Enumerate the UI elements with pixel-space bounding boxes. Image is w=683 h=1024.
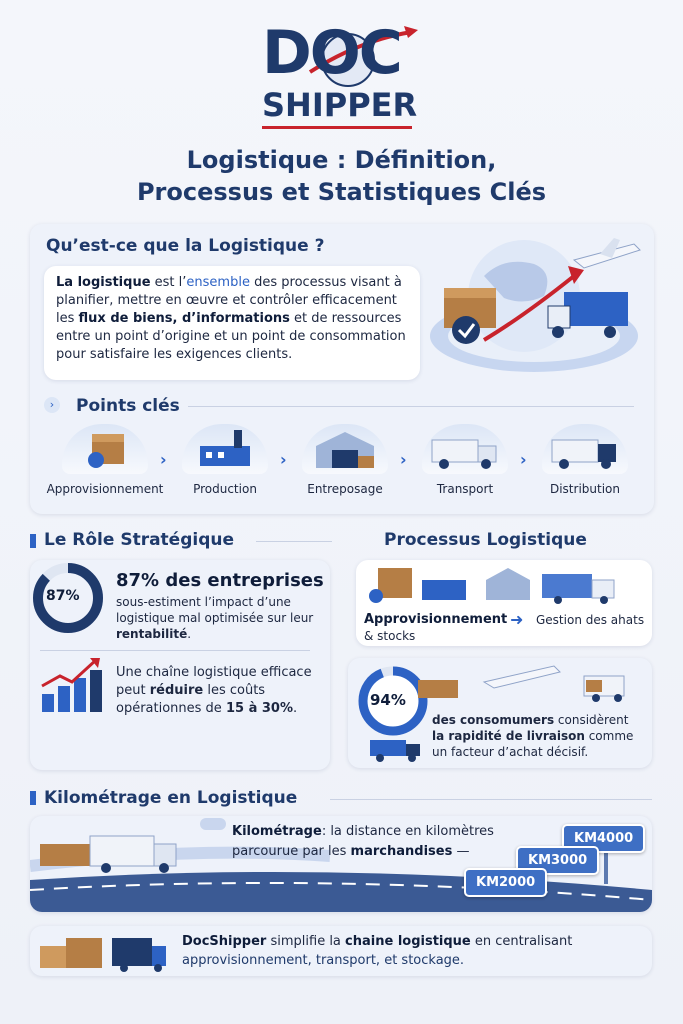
step-label-1: Approvisionnement [46, 482, 164, 496]
step-label-4: Transport [436, 482, 494, 496]
brand-underline [262, 126, 412, 129]
points-heading: Points clés [76, 396, 180, 416]
points-rule [188, 406, 634, 407]
role-heading: Le Rôle Stratégique [44, 530, 235, 550]
footer-text: DocShipper simplifie la chaine logistique en centralisant approvisionnement, transport, et stockage. [182, 934, 573, 968]
brand-shipper: SHIPPER [262, 86, 418, 124]
km-text: Kilométrage: la distance en kilomètres parcourue par les marchandises — [232, 824, 494, 859]
definition-text-box [44, 266, 420, 380]
van-icon [368, 734, 424, 762]
role-stat1-text: sous-estiment l’impact d’une logistique mal optimisée sur leur rentabilité. [116, 595, 314, 641]
pct-94-label: 94% [370, 691, 406, 709]
km-heading: Kilométrage en Logistique [44, 788, 298, 808]
km-sign-3000: KM3000 [516, 846, 599, 875]
delivery-truck-icon [542, 424, 628, 474]
cloud-icon [200, 818, 226, 830]
process-arrow-icon: ➜ [510, 610, 524, 629]
process-heading: Processus Logistique [384, 530, 587, 550]
process-step-a: Approvisionnement [364, 612, 508, 627]
logistics-globe-illustration [424, 236, 650, 384]
role-stat1-headline: 87% des entreprises [116, 570, 324, 591]
points-steps [40, 424, 646, 504]
page-title-line2: Processus et Statistiques Clés [136, 178, 547, 206]
km-marker [30, 791, 36, 805]
step-label-5: Distribution [549, 482, 620, 496]
process-step-b: Gestion des ahats & stocks [364, 613, 645, 643]
role-divider [40, 650, 310, 651]
role-stat2-text: Une chaîne logistique efficace peut réduire les coûts opérationnes de 15 à 30%. [116, 665, 312, 716]
step-label-3: Entreposage [307, 482, 383, 496]
role-marker [30, 534, 36, 548]
role-rule [256, 541, 332, 542]
brand-doc: DOC [262, 18, 401, 88]
points-arrow-icon: › [44, 397, 60, 413]
km-rule [330, 799, 652, 800]
definition-text: La logistique est l’ensemble des processus visant à planifier, mettre en œuvre et contrôler efficacement les flux de biens, d’informations et de ressources entre un point d’origine et un point de consommation pour satisfaire les exigences clients. [56, 275, 406, 362]
boxes-truck-icon [36, 930, 170, 972]
step-chevron-1: › [160, 450, 167, 469]
plane-truck-icon [414, 662, 644, 702]
factory-icon [182, 424, 268, 474]
definition-heading: Qu’est-ce que la Logistique ? [46, 236, 325, 256]
km-sign-2000: KM2000 [464, 868, 547, 897]
pct-87-label: 87% [46, 588, 80, 604]
step-chevron-4: › [520, 450, 527, 469]
box-icon [62, 424, 148, 474]
km-sign-4000: KM4000 [562, 824, 645, 853]
logo [0, 0, 683, 140]
truck-icon [422, 424, 508, 474]
step-label-2: Production [193, 482, 257, 496]
process-illustration [362, 562, 646, 606]
step-chevron-2: › [280, 450, 287, 469]
page-title-line1: Logistique : Définition, [186, 146, 497, 174]
warehouse-icon [302, 424, 388, 474]
growth-bars-icon [38, 656, 104, 714]
step-chevron-3: › [400, 450, 407, 469]
process-stat-text: des consomumers considèrent la rapidité de livraison comme un facteur d’achat décisif. [432, 713, 634, 759]
